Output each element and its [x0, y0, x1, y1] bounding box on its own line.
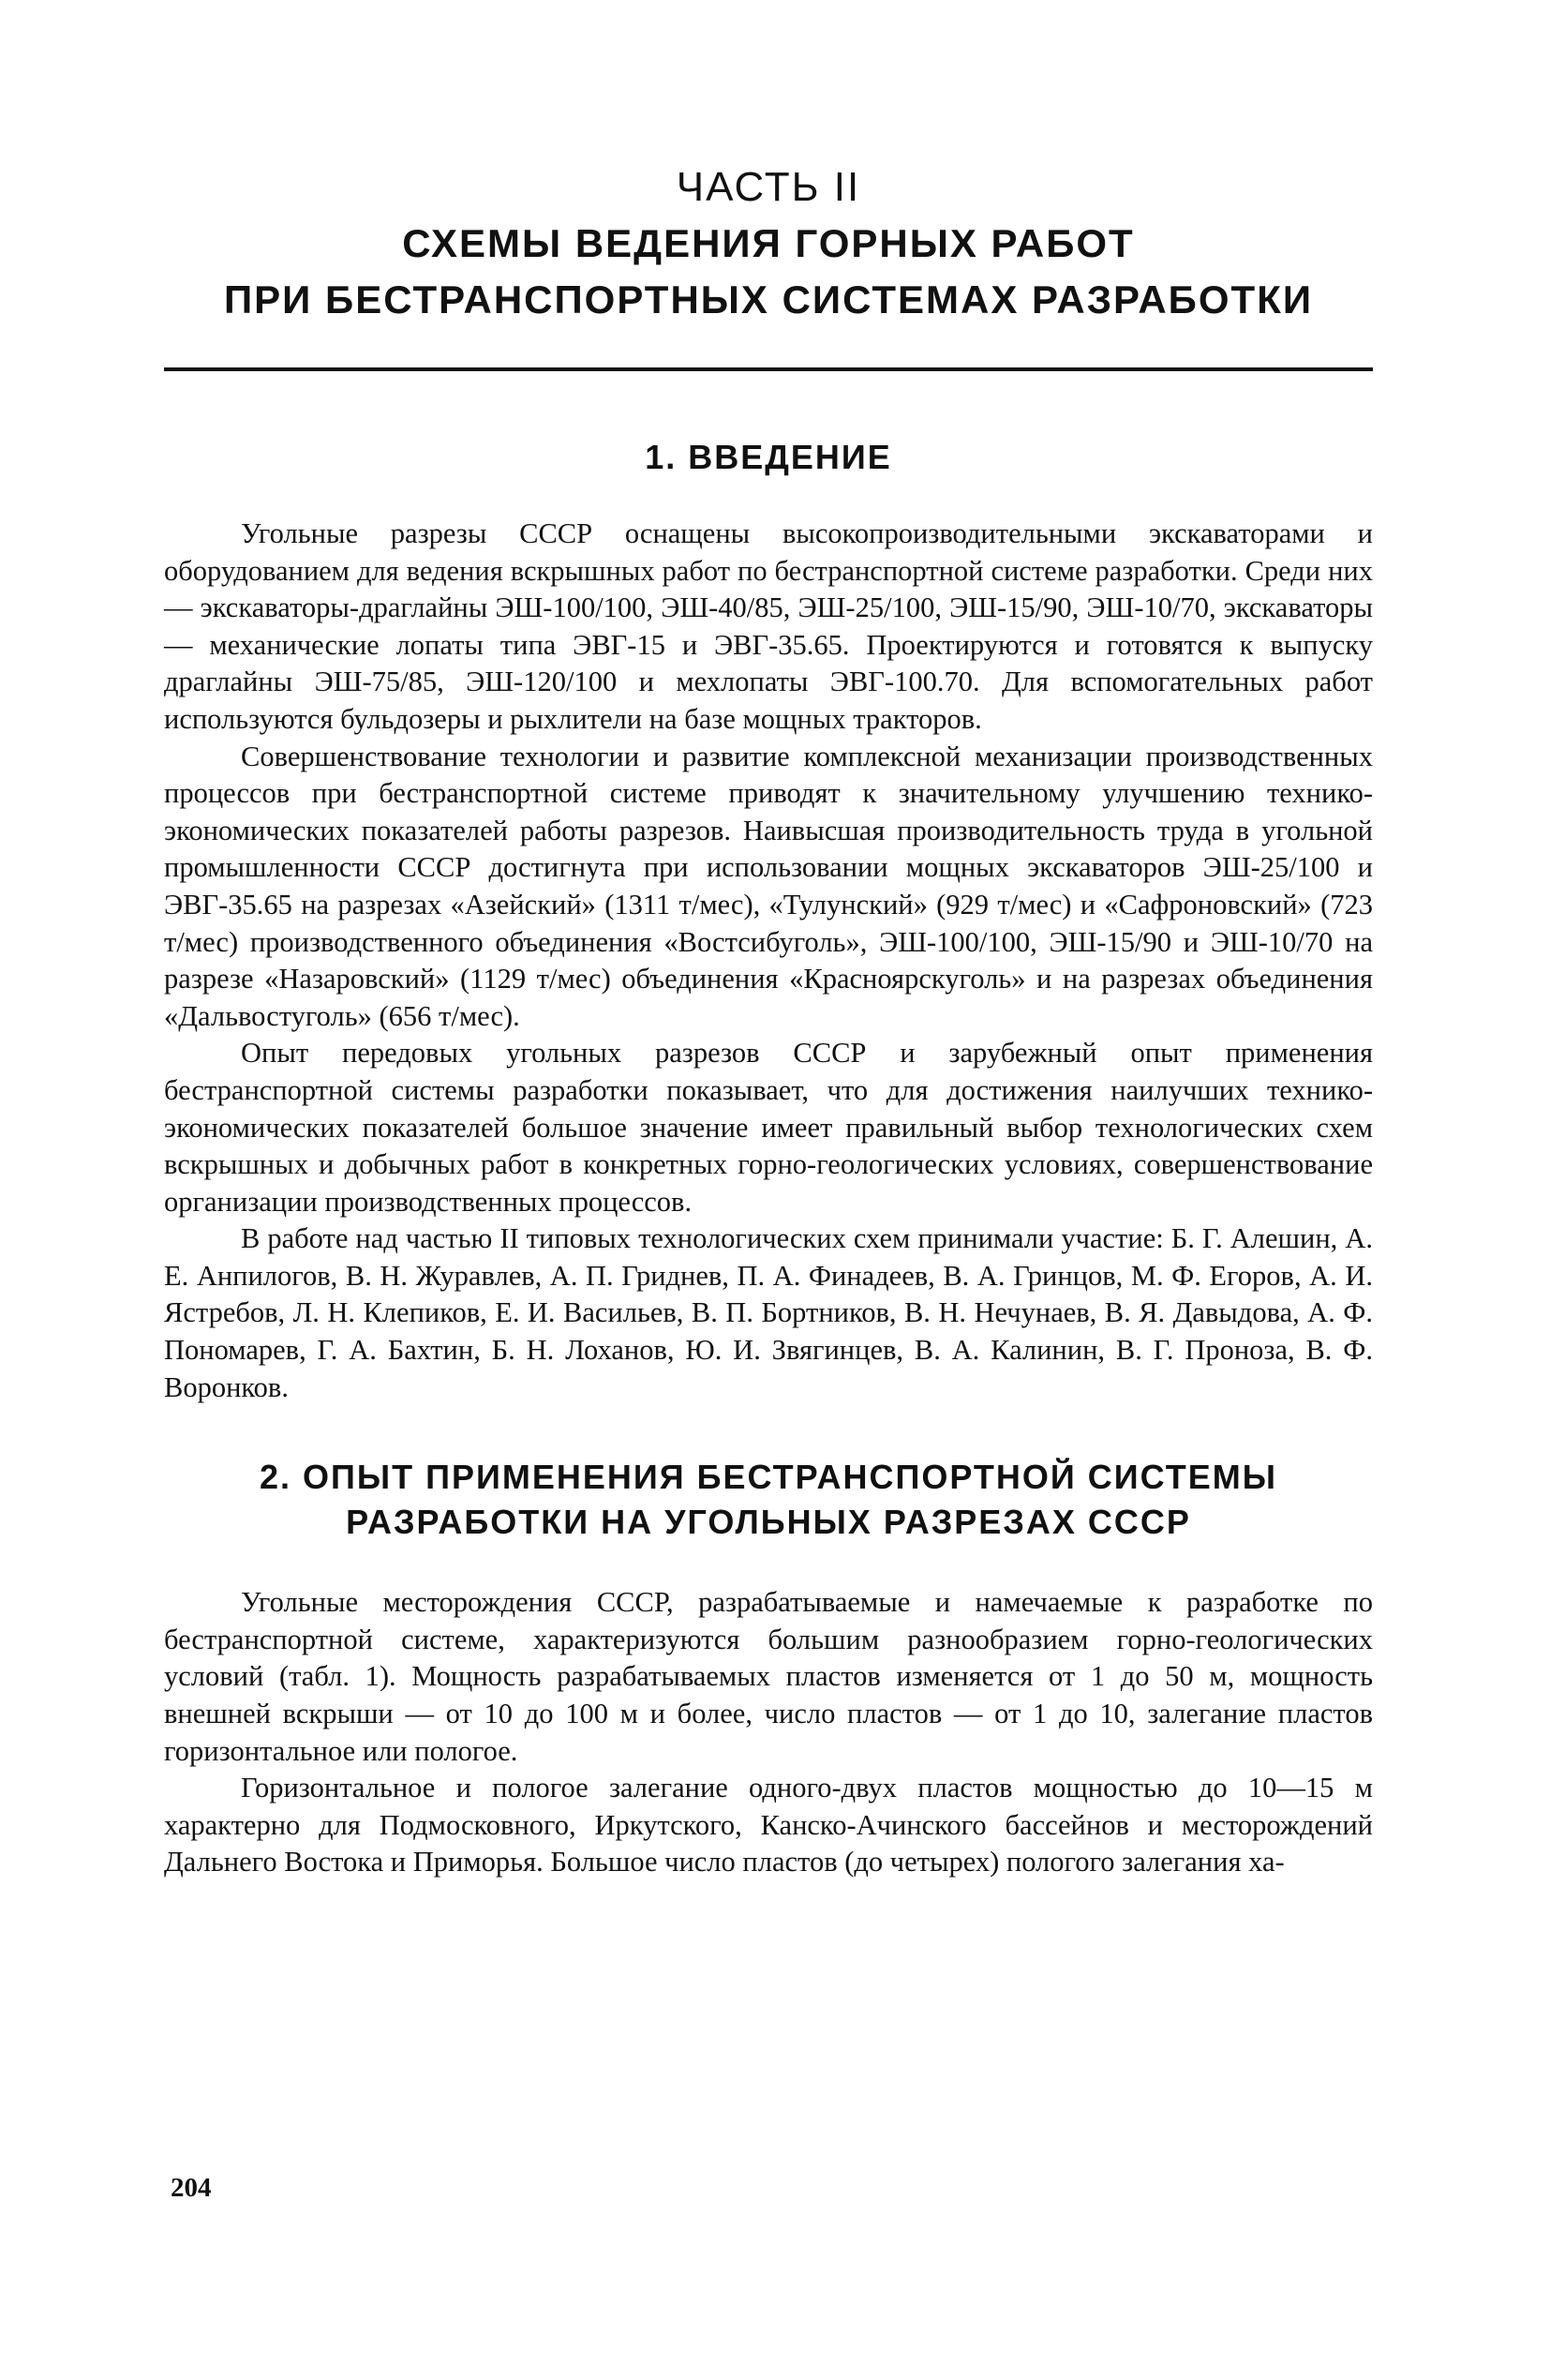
page-number: 204	[171, 2173, 212, 2203]
section-1-body	[164, 516, 1373, 1406]
part-header	[164, 159, 1373, 328]
part-title-line-2: ПРИ БЕСТРАНСПОРТНЫХ СИСТЕМАХ РАЗРАБОТКИ	[223, 277, 1314, 322]
section-1-paragraph-1: Угольные разрезы СССР оснащены высокопроизводительными экскаваторами и оборудованием для ведения вскрышных работ по бестранспортной системе разработки. Среди них — экскаваторы-драглайны ЭШ-100/100, ЭШ-40/85, ЭШ-25/100, ЭШ-15/90, ЭШ-10/70, экскаваторы — механические лопаты типа ЭВГ-15 и ЭВГ-35.65. Проектируются и готовятся к выпуску драглайны ЭШ-75/85, ЭШ-120/100 и мехлопаты ЭВГ-100.70. Для вспомогательных работ используются бульдозеры и рыхлители на базе мощных тракторов.	[164, 517, 1373, 735]
header-divider	[164, 367, 1373, 371]
part-title-line-1: СХЕМЫ ВЕДЕНИЯ ГОРНЫХ РАБОТ	[402, 221, 1135, 265]
section-2-paragraph-2: Горизонтальное и пологое залегание одного-двух пластов мощностью до 10—15 м характерно для Подмосковного, Иркутского, Канско-Ачинского бассейнов и месторождений Дальнего Востока и Приморья. Большое число пластов (до четырех) пологого залегания ха-	[164, 1772, 1373, 1879]
section-1-paragraph-4: В работе над частью II типовых технологических схем принимали участие: Б. Г. Алешин, А. Е. Анпилогов, В. Н. Журавлев, А. П. Гриднев, П. А. Финадеев, В. А. Гринцов, М. Ф. Егоров, А. И. Ястребов, Л. Н. Клепиков, Е. И. Васильев, В. П. Бортников, В. Н. Нечунаев, В. Я. Давыдова, А. Ф. Пономарев, Г. А. Бахтин, Б. Н. Лоханов, Ю. И. Звягинцев, В. А. Калинин, В. Г. Проноза, В. Ф. Воронков.	[164, 1222, 1373, 1403]
section-2-title-line-2: РАЗРАБОТКИ НА УГОЛЬНЫХ РАЗРЕЗАХ СССР	[346, 1503, 1191, 1542]
section-2-title	[164, 1455, 1373, 1545]
section-1-title: 1. ВВЕДЕНИЕ	[645, 438, 892, 476]
section-1-paragraph-2: Совершенствование технологии и развитие комплексной механизации производственных процессов при бестранспортной системе приводят к значительному улучшению технико-экономических показателей работы разрезов. Наивысшая производительность труда в угольной промышленности СССР достигнута при использовании мощных экскаваторов ЭШ-25/100 и ЭВГ-35.65 на разрезах «Азейский» (1311 т/мес), «Тулунский» (929 т/мес) и «Сафроновский» (723 т/мес) производственного объединения «Востсибуголь», ЭШ-100/100, ЭШ-15/90 и ЭШ-10/70 на разрезе «Назаровский» (1129 т/мес) объединения «Красноярскуголь» и на разрезах объединения «Дальвостуголь» (656 т/мес).	[164, 740, 1373, 1032]
section-1-paragraph-3: Опыт передовых угольных разрезов СССР и зарубежный опыт применения бестранспортной системы разработки показывает, что для достижения наилучших технико-экономических показателей большое значение имеет правильный выбор технологических схем вскрышных и добычных работ в конкретных горно-геологических условиях, совершенствование организации производственных процессов.	[164, 1037, 1373, 1218]
section-2-body	[164, 1584, 1373, 1881]
section-2-title-line-1: 2. ОПЫТ ПРИМЕНЕНИЯ БЕСТРАНСПОРТНОЙ СИСТЕМЫ	[260, 1458, 1277, 1497]
section-2-paragraph-1: Угольные месторождения СССР, разрабатываемые и намечаемые к разработке по бестранспортной системе, характеризуются большим разнообразием горно-геологических условий (табл. 1). Мощность разрабатываемых пластов изменяется от 1 до 50 м, мощность внешней вскрыши — от 10 до 100 м и более, число пластов — от 1 до 10, залегание пластов горизонтальное или пологое.	[164, 1586, 1373, 1767]
part-label: ЧАСТЬ II	[676, 164, 861, 210]
document-page	[164, 159, 1373, 1881]
